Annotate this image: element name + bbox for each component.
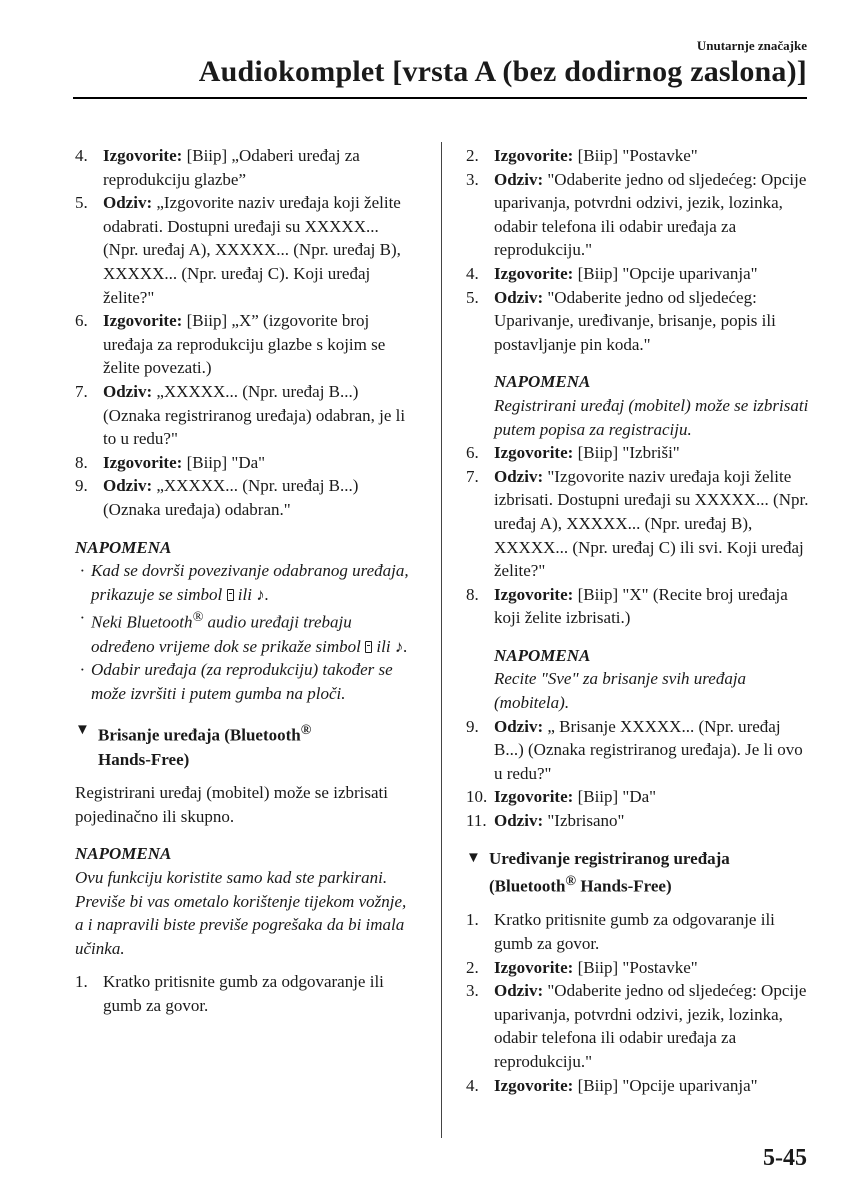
step-number: 2. xyxy=(466,146,479,165)
step-text: Kratko pritisnite gumb za odgovaranje ili gumb za govor. xyxy=(103,972,384,1015)
step-item xyxy=(466,809,811,833)
note-bullet xyxy=(75,606,415,658)
step-text: [Biip] "Da" xyxy=(182,452,266,472)
step-item xyxy=(75,144,415,191)
step-item xyxy=(75,474,415,521)
left-column xyxy=(75,144,415,1018)
step-text: [Biip] „X” (izgovorite broj uređaja za reprodukciju glazbe s kojim se želite povezati.) xyxy=(103,311,386,378)
section-title: (Bluetooth xyxy=(489,876,566,896)
header-rule xyxy=(73,97,807,99)
step-item xyxy=(466,441,811,465)
step-text: [Biip] "Postavke" xyxy=(573,146,698,165)
step-number: 1. xyxy=(75,972,88,992)
step-label: Odziv: xyxy=(103,381,153,401)
step-text: "Odaberite jedno od sljedećeg: Opcije uparivanja, potvrdni odzivi, jezik, lozinka, odabir telefona ili odabir uređaja za reprodukciju." xyxy=(494,169,807,260)
step-item xyxy=(466,286,811,357)
column-divider xyxy=(441,142,442,1138)
step-text: „Izgovorite naziv uređaja koji želite odabrati. Dostupni uređaji su XXXXX... (Npr. uređaj A), XXXXX... (Npr. uređaj B), XXXXX... (Npr. uređaj C). Koji uređaj želite?" xyxy=(103,193,401,307)
step-item xyxy=(466,785,811,809)
music-note-icon: ♪ xyxy=(394,636,404,656)
step-label: Odziv: xyxy=(103,476,153,496)
step-label: Izgovorite: xyxy=(103,311,183,331)
step-item xyxy=(466,168,811,262)
step-number: 10. xyxy=(466,787,488,807)
step-item xyxy=(75,309,415,380)
step-text: "Izgovorite naziv uređaja koji želite izbrisati. Dostupni uređaji su XXXXX... (Npr. uređaj A), XXXXX... (Npr. uređaj B), XXXXX... (Npr. uređaj C) ili svi. Koji uređaj želite?" xyxy=(494,466,809,581)
header-section-label: Unutarnje značajke xyxy=(696,38,807,53)
step-item xyxy=(466,979,811,1073)
section-title: Brisanje uređaja (Bluetooth xyxy=(98,725,301,745)
step-item xyxy=(466,144,811,168)
step-text: [Biip] "Izbriši" xyxy=(573,443,680,463)
note-heading: NAPOMENA xyxy=(494,372,591,392)
note-block xyxy=(466,370,811,441)
section-heading xyxy=(466,847,811,899)
note-block xyxy=(466,644,811,715)
step-number: 6. xyxy=(466,443,479,463)
note-text: Recite "Sve" za brisanje svih uređaja (mobitela). xyxy=(494,669,747,713)
step-number: 5. xyxy=(466,287,479,307)
triangle-icon: ▼ xyxy=(75,722,90,739)
step-text: [Biip] „Odaberi uređaj za reprodukciju glazbe” xyxy=(103,146,360,189)
step-number: 11. xyxy=(466,811,487,831)
right-column xyxy=(466,144,811,1097)
step-text: [Biip] "Opcije uparivanja" xyxy=(573,263,758,283)
note-text: Registrirani uređaj (mobitel) može se izbrisati putem popisa za registraciju. xyxy=(494,395,809,439)
step-label: Izgovorite: xyxy=(494,146,574,165)
step-item xyxy=(466,465,811,583)
step-number: 4. xyxy=(466,1075,479,1095)
note-text: ili xyxy=(233,584,257,604)
step-number: 8. xyxy=(75,452,88,472)
step-text: [Biip] "Postavke" xyxy=(573,957,698,977)
phone-icon xyxy=(227,589,234,601)
bullet-dot: · xyxy=(80,561,85,581)
step-item xyxy=(466,908,811,955)
note-heading: NAPOMENA xyxy=(494,645,591,665)
step-number: 6. xyxy=(75,311,88,331)
step-number: 8. xyxy=(466,584,479,604)
section-heading xyxy=(75,719,415,771)
step-number: 7. xyxy=(466,466,479,486)
step-label: Izgovorite: xyxy=(494,1075,574,1095)
step-text: "Izbrisano" xyxy=(543,811,625,831)
note-text: Kad se dovrši povezivanje odabranog uređaja, prikazuje se simbol xyxy=(91,561,409,604)
step-item xyxy=(466,1074,811,1098)
step-label: Odziv: xyxy=(494,169,544,189)
note-text: Neki Bluetooth xyxy=(91,612,193,632)
note-text: . xyxy=(264,584,269,604)
step-label: Odziv: xyxy=(494,716,544,736)
note-text: Ovu funkciju koristite samo kad ste parkirani. Previše bi vas ometalo korištenje tijekom vožnje, a i napravili biste previše pogrešaka da bi imala učinka. xyxy=(75,867,407,958)
note-text: ili xyxy=(372,636,395,656)
step-number: 2. xyxy=(466,957,479,977)
step-text: „XXXXX... (Npr. uređaj B...) (Oznaka registriranog uređaja) odabran, je li to u redu?" xyxy=(103,381,406,449)
bullet-dot: · xyxy=(80,660,85,680)
step-item xyxy=(466,583,811,630)
step-item xyxy=(75,451,415,475)
step-item xyxy=(75,191,415,309)
bullet-dot: · xyxy=(80,608,85,628)
step-text: „ Brisanje XXXXX... (Npr. uređaj B...) (Oznaka registriranog uređaja). Je li ovo u redu?" xyxy=(494,716,803,783)
step-text: „XXXXX... (Npr. uređaj B...) (Oznaka uređaja) odabran." xyxy=(103,476,359,519)
note-bullet xyxy=(75,559,415,606)
step-number: 3. xyxy=(466,169,479,189)
step-label: Izgovorite: xyxy=(494,957,574,977)
registered-mark: ® xyxy=(565,873,577,890)
step-number: 1. xyxy=(466,910,479,930)
step-label: Odziv: xyxy=(103,193,153,213)
triangle-icon: ▼ xyxy=(466,849,481,866)
step-text: "Odaberite jedno od sljedećeg: Uparivanje, uređivanje, brisanje, popis ili postavljanje pin koda." xyxy=(494,287,776,354)
note-heading: NAPOMENA xyxy=(75,844,172,864)
step-label: Izgovorite: xyxy=(494,443,574,463)
note-text: . xyxy=(403,636,408,656)
page-title: Audiokomplet [vrsta A (bez dodirnog zaslona)] xyxy=(198,55,807,88)
step-item xyxy=(466,715,811,786)
section-title: Hands-Free) xyxy=(576,876,672,896)
step-number: 9. xyxy=(466,716,479,736)
step-text: Kratko pritisnite gumb za odgovaranje ili gumb za govor. xyxy=(494,910,775,954)
section-title: Uređivanje registriranog uređaja xyxy=(489,848,730,868)
step-number: 4. xyxy=(75,146,88,165)
step-text: [Biip] "X" (Recite broj uređaja koji želite izbrisati.) xyxy=(494,584,788,628)
registered-mark: ® xyxy=(300,722,312,739)
step-number: 3. xyxy=(466,981,479,1001)
step-label: Odziv: xyxy=(494,466,544,486)
step-item xyxy=(466,956,811,980)
registered-mark: ® xyxy=(192,609,204,626)
step-number: 5. xyxy=(75,193,88,213)
note-bullet xyxy=(75,658,415,705)
step-label: Izgovorite: xyxy=(494,263,574,283)
step-item xyxy=(75,380,415,451)
step-item xyxy=(75,970,415,1017)
step-number: 7. xyxy=(75,381,88,401)
step-label: Izgovorite: xyxy=(103,452,183,472)
music-note-icon: ♪ xyxy=(256,584,265,604)
step-text: [Biip] "Opcije uparivanja" xyxy=(573,1075,758,1095)
note-heading: NAPOMENA xyxy=(75,537,172,557)
step-label: Izgovorite: xyxy=(494,584,574,604)
note-text: Odabir uređaja (za reprodukciju) također se može izvršiti i putem gumba na ploči. xyxy=(91,660,393,703)
step-number: 4. xyxy=(466,263,479,283)
page-number: 5-45 xyxy=(763,1145,807,1171)
section-title: Hands-Free) xyxy=(98,749,190,769)
note-text: audio uređaji trebaju određeno vrijeme dok se prikaže simbol xyxy=(91,612,366,656)
step-text: [Biip] "Da" xyxy=(573,787,657,807)
phone-icon xyxy=(365,641,372,653)
step-label: Odziv: xyxy=(494,287,544,307)
step-item xyxy=(466,262,811,286)
step-text: "Odaberite jedno od sljedećeg: Opcije uparivanja, potvrdni odzivi, jezik, lozinka, odabir telefona ili odabir uređaja za reprodukciju." xyxy=(494,981,807,1072)
step-label: Izgovorite: xyxy=(103,146,183,165)
section-paragraph: Registrirani uređaj (mobitel) može se izbrisati pojedinačno ili skupno. xyxy=(75,783,388,826)
step-label: Odziv: xyxy=(494,811,544,831)
step-label: Odziv: xyxy=(494,981,544,1001)
step-label: Izgovorite: xyxy=(494,787,574,807)
step-number: 9. xyxy=(75,476,88,496)
